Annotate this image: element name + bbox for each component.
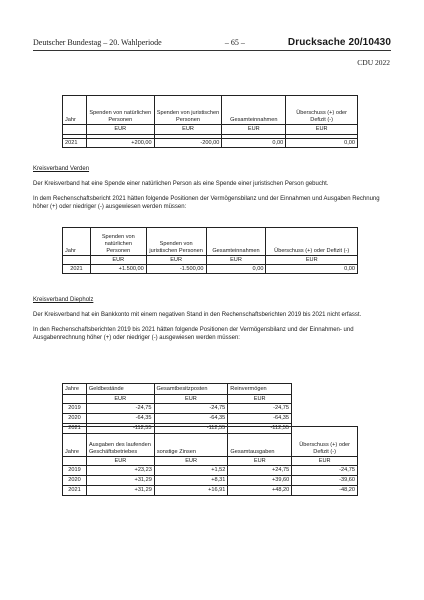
table-unit-row <box>63 125 358 135</box>
unit-cell: EUR <box>90 256 146 265</box>
cell: +1.500,00 <box>90 265 146 274</box>
col-header: Spenden von juristischen Personen <box>154 96 222 125</box>
col-header: Spenden von natürlichen Personen <box>90 228 146 256</box>
unit-cell: EUR <box>206 256 266 265</box>
paragraph: In den Rechenschaftsberichten 2019 bis 2021 hätten folgende Positionen der Vermögensbilanz und der Einnahmen- und Ausgabenrechnung höher (+) oder niedriger (-) ausgewiesen werden müssen: <box>33 327 354 341</box>
cell: -24,75 <box>292 466 358 476</box>
cell: -64,35 <box>86 414 154 424</box>
cell: 2021 <box>63 424 87 434</box>
col-header: Ausgaben des laufenden Geschäftsbetriebes <box>86 427 154 457</box>
cell: 2020 <box>63 476 87 486</box>
table-unit-row <box>63 457 358 466</box>
unit-cell: EUR <box>266 256 358 265</box>
col-header: Überschuss (+) oder Defizit (-) <box>266 228 358 256</box>
cell: -24,75 <box>86 404 154 414</box>
cell: +24,75 <box>228 466 292 476</box>
cell: -48,20 <box>292 486 358 496</box>
section-title: Kreisverband Verden <box>33 166 90 172</box>
table-row <box>63 265 358 274</box>
col-header: Jahr <box>63 96 87 125</box>
table-header-row <box>63 96 358 125</box>
table-row <box>63 486 358 496</box>
table-header-row <box>63 228 358 256</box>
document-number: Drucksache 20/10430 <box>287 37 391 48</box>
unit-cell: EUR <box>228 395 292 404</box>
col-header: Geldbestände <box>86 384 154 395</box>
unit-cell: EUR <box>86 395 154 404</box>
col-header: Gesamtausgaben <box>228 427 292 457</box>
table-row <box>63 404 292 414</box>
cell: -1.500,00 <box>146 265 206 274</box>
cell: 2019 <box>63 466 87 476</box>
unit-cell: EUR <box>286 125 358 135</box>
cell: -200,00 <box>154 139 222 148</box>
cell: +16,91 <box>154 486 228 496</box>
unit-cell: EUR <box>292 457 358 466</box>
unit-cell: EUR <box>222 125 286 135</box>
table-unit-row <box>63 395 292 404</box>
unit-cell <box>63 395 87 404</box>
cell: 0,00 <box>222 139 286 148</box>
col-header: Spenden von juristischen Personen <box>146 228 206 256</box>
col-header: Gesamteinnahmen <box>206 228 266 256</box>
cell: +39,60 <box>228 476 292 486</box>
cell: +48,20 <box>228 486 292 496</box>
unit-cell <box>63 457 87 466</box>
party-tag: CDU 2022 <box>357 58 390 67</box>
cell: -112,55 <box>228 424 292 434</box>
col-header: sonstige Zinsen <box>154 427 228 457</box>
cell: 2021 <box>63 265 91 274</box>
table-header-row <box>63 427 358 457</box>
cell: +31,29 <box>86 476 154 486</box>
unit-cell: EUR <box>154 457 228 466</box>
section-diepholz <box>33 296 391 342</box>
cell: -112,55 <box>154 424 228 434</box>
cell: -24,75 <box>228 404 292 414</box>
table-row <box>63 466 358 476</box>
section-title: Kreisverband Diepholz <box>33 297 94 303</box>
cell: +31,29 <box>86 486 154 496</box>
page-header <box>33 37 391 51</box>
cell: 0,00 <box>286 139 358 148</box>
table-row <box>63 139 358 148</box>
paragraph: Der Kreisverband hat ein Bankkonto mit einem negativen Stand in den Rechenschaftsberichten 2019 bis 2021 nicht erfasst. <box>33 312 362 318</box>
col-header: Gesamteinnahmen <box>222 96 286 125</box>
unit-cell: EUR <box>154 125 222 135</box>
paragraph: Der Kreisverband hat eine Spende einer natürlichen Person als eine Spende einer juristischen Person gebucht. <box>33 181 329 187</box>
cell: 0,00 <box>206 265 266 274</box>
table-row <box>63 476 358 486</box>
header-publisher: Deutscher Bundestag – 20. Wahlperiode <box>33 38 162 47</box>
table-row <box>63 414 292 424</box>
col-header: Reinvermögen <box>228 384 292 395</box>
cell: +1,52 <box>154 466 228 476</box>
cell: -64,35 <box>228 414 292 424</box>
table-unit-row <box>63 256 358 265</box>
unit-cell: EUR <box>154 395 228 404</box>
cell: -112,55 <box>86 424 154 434</box>
col-header: Überschuss (+) oder Defizit (-) <box>292 427 358 457</box>
col-header: Jahre <box>63 384 87 395</box>
cell: 2021 <box>63 139 87 148</box>
cell: -39,60 <box>292 476 358 486</box>
cell: +23,23 <box>86 466 154 476</box>
cell: 2019 <box>63 404 87 414</box>
col-header: Jahr <box>63 228 91 256</box>
table-donations-prev <box>62 95 358 148</box>
table-header-row <box>63 384 292 395</box>
cell: +200,00 <box>86 139 154 148</box>
section-verden <box>33 165 391 211</box>
unit-cell: EUR <box>228 457 292 466</box>
unit-cell: EUR <box>86 125 154 135</box>
table-expenses-diepholz <box>62 426 358 496</box>
unit-cell: EUR <box>86 457 154 466</box>
col-header: Jahre <box>63 427 87 457</box>
unit-cell <box>63 125 87 135</box>
page-number: – 65 – <box>224 38 245 47</box>
paragraph: In dem Rechenschaftsbericht 2021 hätten folgende Positionen der Vermögensbilanz und der Einnahmen und Ausgaben Rechnung höher (+) oder niedriger (-) ausgewiesen werden müssen: <box>33 196 380 210</box>
col-header: Spenden von natürlichen Personen <box>86 96 154 125</box>
cell: +8,31 <box>154 476 228 486</box>
unit-cell <box>63 256 91 265</box>
cell: 2021 <box>63 486 87 496</box>
cell: 2020 <box>63 414 87 424</box>
table-donations-verden <box>62 227 358 274</box>
unit-cell: EUR <box>146 256 206 265</box>
cell: -64,35 <box>154 414 228 424</box>
col-header: Gesamtbesitzposten <box>154 384 228 395</box>
cell: 0,00 <box>266 265 358 274</box>
cell: -24,75 <box>154 404 228 414</box>
col-header: Überschuss (+) oder Defizit (-) <box>286 96 358 125</box>
